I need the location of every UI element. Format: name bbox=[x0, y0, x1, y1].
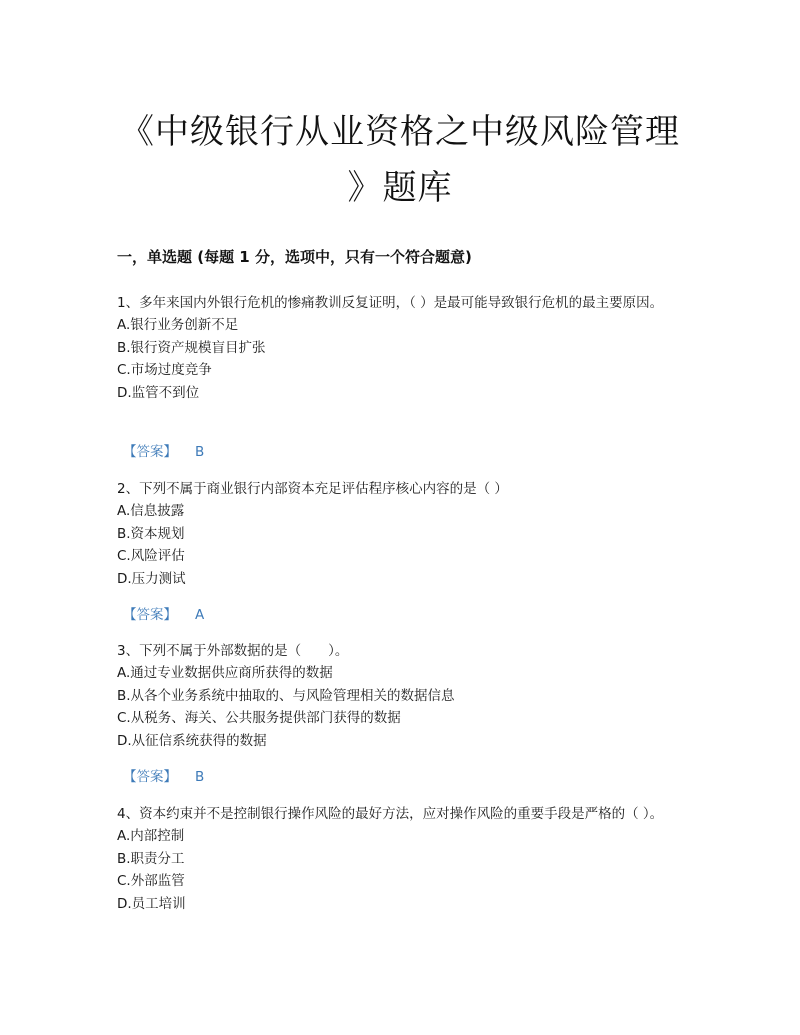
answer-label: 【答案】 bbox=[123, 769, 177, 785]
answer-3 bbox=[117, 766, 689, 788]
question-stem: 3、下列不属于外部数据的是（ ）。 bbox=[117, 643, 349, 659]
option-d: D.监管不到位 bbox=[117, 384, 200, 401]
option-c: C.市场过度竞争 bbox=[117, 362, 212, 378]
answer-line bbox=[117, 766, 689, 788]
answer-1 bbox=[117, 441, 689, 463]
option-b: B.资本规划 bbox=[117, 525, 185, 542]
section-heading: 一，单选题 (每题 1 分，选项中，只有一个符合题意) bbox=[117, 248, 472, 266]
question-1 bbox=[117, 292, 689, 404]
option-a: A.银行业务创新不足 bbox=[117, 317, 239, 333]
answer-label: 【答案】 bbox=[123, 444, 177, 460]
option-b: B.从各个业务系统中抽取的、与风险管理相关的数据信息 bbox=[117, 687, 455, 704]
option-b: B.职责分工 bbox=[117, 850, 185, 867]
question-4 bbox=[117, 803, 689, 915]
option-a: A.信息披露 bbox=[117, 503, 185, 519]
answer-line bbox=[117, 604, 689, 626]
question-2 bbox=[117, 478, 689, 590]
option-a: A.内部控制 bbox=[117, 828, 185, 844]
option-c: C.外部监管 bbox=[117, 873, 185, 889]
answer-value: A bbox=[195, 607, 205, 623]
option-a: A.通过专业数据供应商所获得的数据 bbox=[117, 665, 333, 681]
answer-line bbox=[117, 441, 689, 463]
question-stem: 2、下列不属于商业银行内部资本充足评估程序核心内容的是（ ） bbox=[117, 481, 508, 497]
question-stem: 4、资本约束并不是控制银行操作风险的最好方法，应对操作风险的重要手段是严格的（ ）。 bbox=[117, 806, 664, 822]
document-title-line-1: 《中级银行从业资格之中级风险管理 bbox=[120, 112, 680, 152]
question-stem: 1、多年来国内外银行危机的惨痛教训反复证明，（ ）是最可能导致银行危机的最主要原因。 bbox=[117, 295, 664, 311]
option-c: C.从税务、海关、公共服务提供部门获得的数据 bbox=[117, 710, 401, 726]
answer-label: 【答案】 bbox=[123, 607, 177, 623]
answer-value: B bbox=[195, 444, 205, 460]
document-title-line-2: 》题库 bbox=[347, 168, 453, 208]
document-title bbox=[90, 104, 710, 216]
option-d: D.压力测试 bbox=[117, 570, 186, 587]
option-d: D.员工培训 bbox=[117, 895, 186, 912]
answer-value: B bbox=[195, 769, 205, 785]
question-3 bbox=[117, 640, 689, 752]
option-d: D.从征信系统获得的数据 bbox=[117, 732, 267, 749]
option-c: C.风险评估 bbox=[117, 548, 185, 564]
option-b: B.银行资产规模盲目扩张 bbox=[117, 339, 266, 356]
answer-2 bbox=[117, 604, 689, 626]
